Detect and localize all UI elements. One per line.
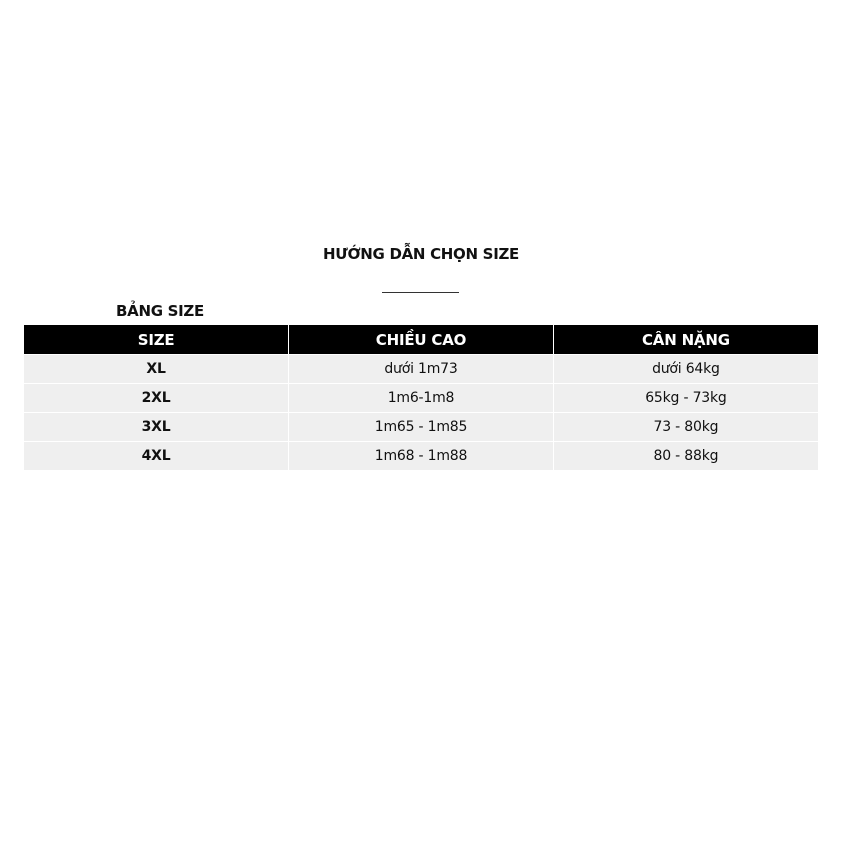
- size-table-header-row: [24, 325, 818, 355]
- weight-cell: dưới 64kg: [553, 355, 818, 384]
- table-row: [24, 442, 818, 471]
- header-weight: CÂN NẶNG: [553, 325, 818, 355]
- table-row: [24, 413, 818, 442]
- height-cell: 1m6-1m8: [289, 384, 554, 413]
- size-table: [24, 325, 818, 470]
- table-row: [24, 355, 818, 384]
- size-cell: XL: [24, 355, 289, 384]
- weight-cell: 65kg - 73kg: [553, 384, 818, 413]
- table-row: [24, 384, 818, 413]
- weight-cell: 73 - 80kg: [553, 413, 818, 442]
- title-underline: [382, 292, 459, 293]
- weight-cell: 80 - 88kg: [553, 442, 818, 471]
- size-cell: 3XL: [24, 413, 289, 442]
- size-table-title: BẢNG SIZE: [116, 302, 204, 320]
- header-size: SIZE: [24, 325, 289, 355]
- height-cell: 1m65 - 1m85: [289, 413, 554, 442]
- page-title: HƯỚNG DẪN CHỌN SIZE: [322, 245, 519, 263]
- height-cell: dưới 1m73: [289, 355, 554, 384]
- height-cell: 1m68 - 1m88: [289, 442, 554, 471]
- size-cell: 2XL: [24, 384, 289, 413]
- header-height: CHIỀU CAO: [289, 325, 554, 355]
- size-cell: 4XL: [24, 442, 289, 471]
